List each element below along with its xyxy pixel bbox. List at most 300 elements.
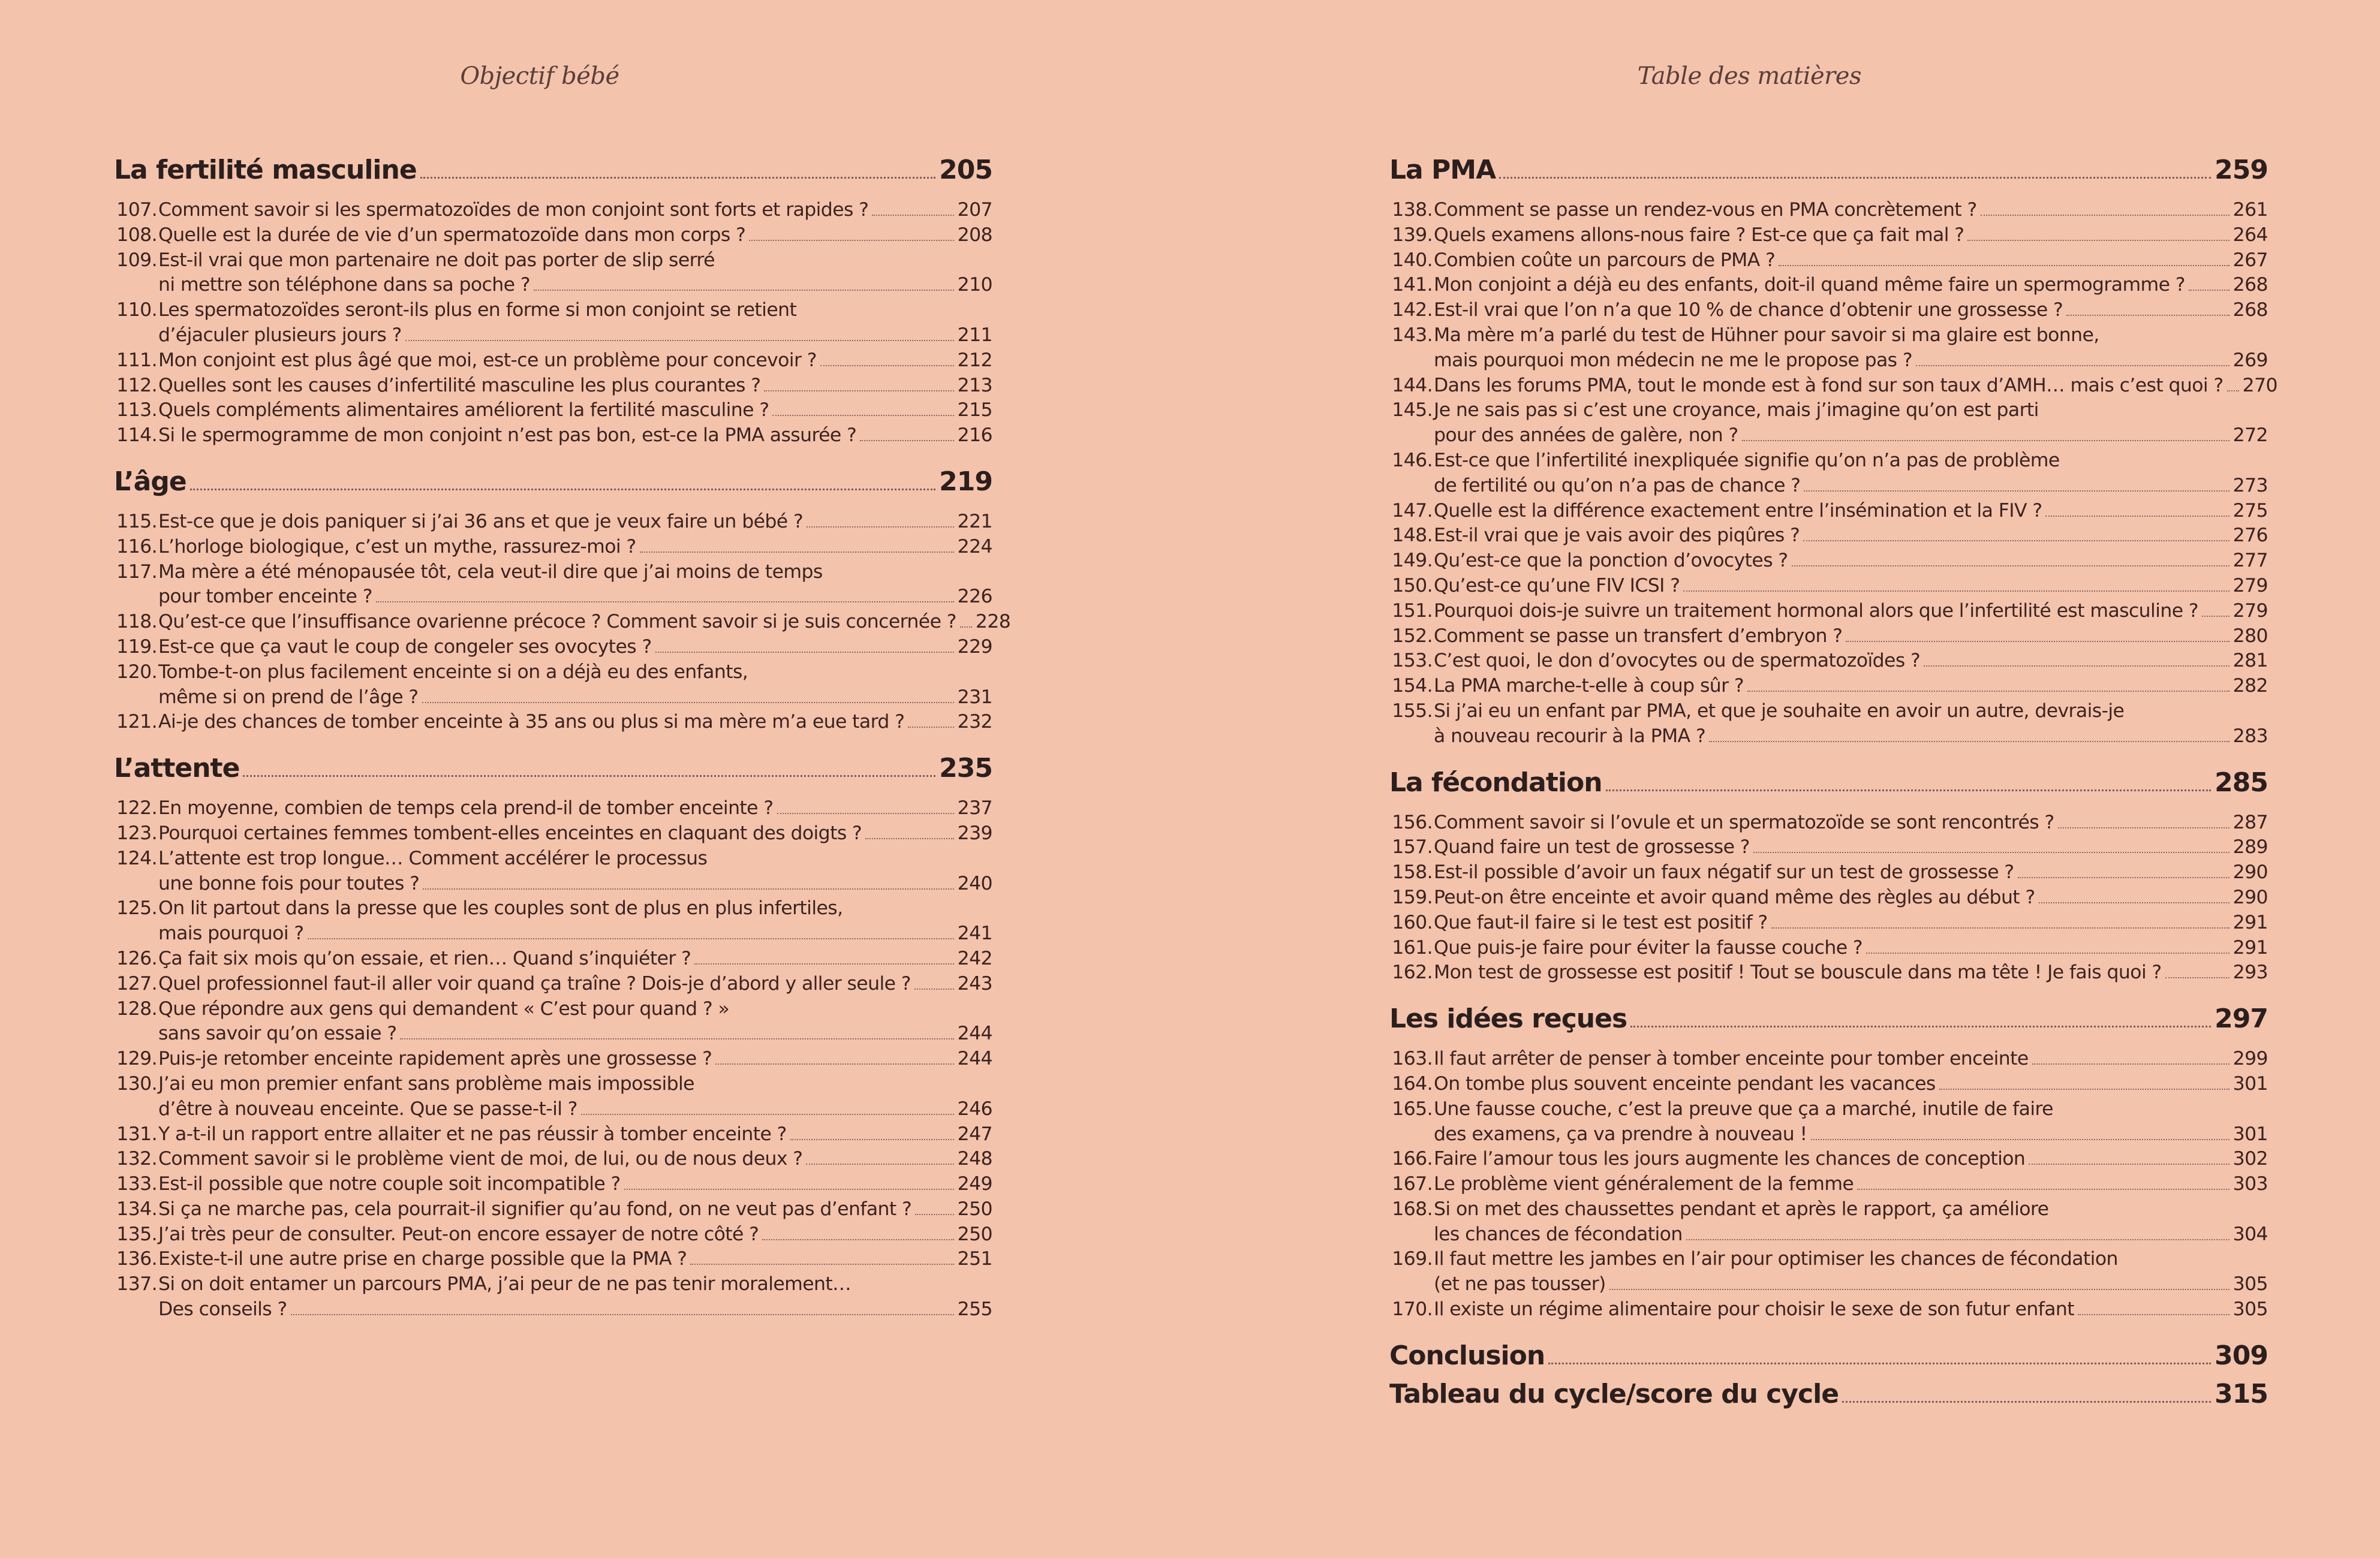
entry-body xyxy=(158,1147,992,1172)
section-heading[interactable] xyxy=(114,753,992,789)
running-head: Objectif bébé xyxy=(460,62,619,90)
toc-entry[interactable] xyxy=(114,997,992,1047)
entry-line xyxy=(158,1247,992,1272)
entry-line xyxy=(158,947,992,972)
entry-body xyxy=(1434,373,2277,399)
dot-leader xyxy=(1846,641,2229,642)
entry-number: 113. xyxy=(116,399,157,421)
toc-entry[interactable] xyxy=(114,660,992,710)
entry-text: Pourquoi certaines femmes tombent-elles enceintes en claquant des doigts ? xyxy=(158,822,862,844)
toc-entry[interactable] xyxy=(114,796,992,821)
dot-leader xyxy=(1609,1289,2229,1290)
entry-text: Si ça ne marche pas, cela pourrait-il signifier qu’au fond, on ne veut pas d’enfant ? xyxy=(158,1198,912,1220)
toc-entry[interactable] xyxy=(1389,198,2268,223)
entry-page-number: 207 xyxy=(957,199,992,221)
entry-line xyxy=(1434,885,2268,911)
dot-leader xyxy=(772,415,953,416)
entry-text: J’ai eu mon premier enfant sans problème mais impossible xyxy=(158,1072,694,1095)
entry-body xyxy=(158,610,1010,635)
entry-number: 140. xyxy=(1392,249,1433,271)
entry-number: 158. xyxy=(1392,861,1433,884)
entry-page-number: 299 xyxy=(2232,1048,2268,1070)
dot-leader xyxy=(400,1038,953,1039)
entry-list xyxy=(1389,198,2277,749)
toc-entry[interactable] xyxy=(114,1272,992,1322)
closing-title: Tableau du cycle/score du cycle xyxy=(1389,1378,1839,1409)
entry-page-number: 244 xyxy=(957,1023,992,1045)
toc-entry[interactable] xyxy=(114,896,992,947)
entry-page-number: 221 xyxy=(957,510,992,532)
closing-heading[interactable] xyxy=(1389,1379,2268,1415)
entry-number: 134. xyxy=(116,1198,157,1220)
section-title: La fécondation xyxy=(1389,767,1602,798)
dot-leader xyxy=(1683,590,2229,592)
entry-body xyxy=(158,846,992,897)
section-heading[interactable] xyxy=(1389,767,2268,803)
toc-entry[interactable] xyxy=(1389,1247,2268,1297)
entry-line xyxy=(1434,398,2268,423)
section-heading[interactable] xyxy=(1389,1003,2268,1039)
entry-number: 139. xyxy=(1392,224,1433,246)
toc-entry[interactable] xyxy=(1389,523,2268,549)
dot-leader xyxy=(1981,215,2229,216)
entry-number: 146. xyxy=(1392,449,1433,471)
entry-number: 114. xyxy=(116,424,157,447)
toc-entry[interactable] xyxy=(114,821,992,846)
entry-text: Mon conjoint a déjà eu des enfants, doit-il quand même faire un spermogramme ? xyxy=(1434,274,2185,296)
entry-text: sans savoir qu’on essaie ? xyxy=(158,1023,397,1045)
dot-leader xyxy=(762,1239,953,1240)
dot-leader xyxy=(405,340,954,341)
entry-body xyxy=(158,821,992,846)
toc-entry[interactable] xyxy=(114,560,992,610)
entry-text: Est-ce que l’infertilité inexpliquée signifie qu’on n’a pas de problème xyxy=(1434,449,2060,471)
dot-leader xyxy=(860,440,953,441)
toc-column xyxy=(1389,155,2277,1417)
dot-leader xyxy=(1792,565,2229,566)
entry-page-number: 290 xyxy=(2232,886,2268,908)
entry-body xyxy=(158,1122,992,1147)
entry-line xyxy=(1434,1097,2268,1122)
entry-number: 145. xyxy=(1392,399,1433,421)
entry-page-number: 272 xyxy=(2232,424,2268,447)
entry-line xyxy=(158,896,992,921)
dot-leader xyxy=(581,1114,954,1115)
toc-entry[interactable] xyxy=(114,348,992,373)
toc-entry[interactable] xyxy=(1389,298,2268,323)
toc-entry[interactable] xyxy=(114,1047,992,1072)
dot-leader xyxy=(2058,827,2229,828)
entry-body xyxy=(1434,398,2268,448)
toc-entry[interactable] xyxy=(114,610,1011,635)
toc-entry[interactable] xyxy=(1389,273,2268,298)
toc-section xyxy=(114,753,992,1322)
entry-line xyxy=(158,584,992,610)
running-head: Table des matières xyxy=(1637,62,1861,90)
closing-heading[interactable] xyxy=(1389,1340,2268,1376)
dot-leader xyxy=(2202,616,2229,617)
entry-text: Ma mère a été ménopausée tôt, cela veut-il dire que j’ai moins de temps xyxy=(158,560,823,583)
entry-line xyxy=(158,223,992,248)
section-page-number: 219 xyxy=(939,466,992,497)
entry-number: 116. xyxy=(116,535,157,557)
toc-entry[interactable] xyxy=(1389,398,2268,448)
toc-entry[interactable] xyxy=(1389,549,2268,574)
dot-leader xyxy=(2032,1063,2229,1065)
toc-entry[interactable] xyxy=(114,423,992,448)
entry-number: 166. xyxy=(1392,1148,1433,1170)
section-heading[interactable] xyxy=(114,466,992,502)
toc-entry[interactable] xyxy=(1389,599,2268,624)
toc-entry[interactable] xyxy=(1389,835,2268,860)
entry-body xyxy=(1434,273,2268,298)
entry-page-number: 246 xyxy=(957,1098,992,1120)
entry-page-number: 279 xyxy=(2232,574,2268,596)
toc-entry[interactable] xyxy=(1389,810,2268,836)
entry-list xyxy=(114,796,992,1322)
dot-leader xyxy=(2078,1314,2229,1315)
toc-entry[interactable] xyxy=(114,398,992,423)
entry-page-number: 247 xyxy=(957,1123,992,1145)
toc-entry[interactable] xyxy=(114,972,992,997)
entry-line xyxy=(158,1197,992,1222)
entry-text: Est-il possible que notre couple soit incompatible ? xyxy=(158,1173,621,1195)
entry-body xyxy=(1434,674,2268,699)
toc-entry[interactable] xyxy=(114,510,992,535)
section-page-number: 259 xyxy=(2214,155,2268,185)
entry-page-number: 267 xyxy=(2232,249,2268,271)
entry-body xyxy=(1434,248,2268,273)
entry-line xyxy=(1434,1122,2268,1147)
entry-number: 115. xyxy=(116,510,157,532)
entry-page-number: 279 xyxy=(2232,599,2268,622)
entry-line xyxy=(1434,1047,2268,1072)
entry-line xyxy=(158,1097,992,1122)
entry-number: 119. xyxy=(116,635,157,658)
toc-entry[interactable] xyxy=(114,373,992,399)
entry-page-number: 212 xyxy=(957,349,992,371)
entry-line xyxy=(158,821,992,846)
toc-entry[interactable] xyxy=(114,248,992,299)
entry-body xyxy=(1434,549,2268,574)
toc-entry[interactable] xyxy=(1389,223,2268,248)
toc-entry[interactable] xyxy=(1389,649,2268,674)
toc-entry[interactable] xyxy=(1389,674,2268,699)
entry-text: Si on met des chaussettes pendant et après le rapport, ça améliore xyxy=(1434,1198,2049,1220)
entry-text: Comment savoir si l’ovule et un spermatozoïde se sont rencontrés ? xyxy=(1434,811,2054,833)
entry-line xyxy=(158,1122,992,1147)
entry-number: 129. xyxy=(116,1048,157,1070)
entry-text: Combien coûte un parcours de PMA ? xyxy=(1434,249,1776,271)
toc-entry[interactable] xyxy=(114,635,992,660)
entry-line xyxy=(158,972,992,997)
entry-number: 111. xyxy=(116,349,157,371)
toc-entry[interactable] xyxy=(1389,373,2277,399)
toc-entry[interactable] xyxy=(114,535,992,560)
section-heading[interactable] xyxy=(114,155,992,191)
dot-leader xyxy=(915,1214,953,1215)
entry-text: à nouveau recourir à la PMA ? xyxy=(1434,725,1706,747)
dot-leader xyxy=(806,1164,953,1165)
entry-number: 137. xyxy=(116,1273,157,1295)
entry-text: C’est quoi, le don d’ovocytes ou de spermatozoïdes ? xyxy=(1434,650,1921,672)
entry-line xyxy=(158,846,992,872)
entry-line xyxy=(1434,523,2268,549)
entry-line xyxy=(158,685,992,710)
toc-column xyxy=(114,155,1011,1340)
section-title: La fertilité masculine xyxy=(114,155,417,185)
dot-leader xyxy=(420,177,935,179)
entry-page-number: 269 xyxy=(2232,349,2268,371)
entry-page-number: 261 xyxy=(2232,199,2268,221)
toc-entry[interactable] xyxy=(1389,699,2268,749)
entry-text: Quelles sont les causes d’infertilité masculine les plus courantes ? xyxy=(158,374,761,396)
toc-entry[interactable] xyxy=(114,298,992,348)
entry-page-number: 243 xyxy=(957,972,992,995)
toc-entry[interactable] xyxy=(1389,323,2268,373)
entry-number: 153. xyxy=(1392,650,1433,672)
entry-number: 152. xyxy=(1392,625,1433,647)
dot-leader xyxy=(690,1264,953,1265)
toc-entry[interactable] xyxy=(1389,574,2268,599)
entry-number: 150. xyxy=(1392,574,1433,596)
section-heading[interactable] xyxy=(1389,155,2268,191)
entry-number: 120. xyxy=(116,661,157,683)
entry-text: Que faut-il faire si le test est positif ? xyxy=(1434,911,1768,933)
entry-page-number: 291 xyxy=(2232,936,2268,959)
entry-page-number: 250 xyxy=(957,1223,992,1245)
entry-number: 122. xyxy=(116,797,157,819)
entry-number: 143. xyxy=(1392,324,1433,346)
entry-body xyxy=(1434,624,2268,649)
entry-body xyxy=(158,710,992,735)
entry-line xyxy=(158,535,992,560)
dot-leader xyxy=(2066,315,2229,316)
entry-line xyxy=(158,323,992,348)
entry-number: 154. xyxy=(1392,675,1433,697)
entry-page-number: 208 xyxy=(957,224,992,246)
entry-number: 170. xyxy=(1392,1298,1433,1321)
toc-entry[interactable] xyxy=(114,1072,992,1122)
entry-body xyxy=(158,997,992,1047)
toc-entry[interactable] xyxy=(114,846,992,897)
entry-line xyxy=(158,510,992,535)
toc-entry[interactable] xyxy=(1389,885,2268,911)
entry-line xyxy=(1434,699,2268,724)
entry-number: 164. xyxy=(1392,1072,1433,1095)
dot-leader xyxy=(960,626,972,628)
entry-page-number: 289 xyxy=(2232,836,2268,858)
toc-entry[interactable] xyxy=(1389,1172,2268,1197)
toc-section xyxy=(1389,767,2268,986)
entry-text: Je ne sais pas si c’est une croyance, mais j’imagine qu’on est parti xyxy=(1434,399,2039,421)
toc-entry[interactable] xyxy=(1389,448,2268,499)
dot-leader xyxy=(640,552,954,553)
toc-section xyxy=(114,466,1011,735)
entry-text: Mon conjoint est plus âgé que moi, est-ce un problème pour concevoir ? xyxy=(158,349,817,371)
toc-entry[interactable] xyxy=(114,1247,992,1272)
entry-page-number: 280 xyxy=(2232,625,2268,647)
entry-text: Qu’est-ce qu’une FIV ICSI ? xyxy=(1434,574,1680,596)
entry-line xyxy=(158,796,992,821)
entry-text: Comment se passe un transfert d’embryon ? xyxy=(1434,625,1843,647)
entry-body xyxy=(1434,223,2268,248)
entry-text: En moyenne, combien de temps cela prend-il de tomber enceinte ? xyxy=(158,797,774,819)
entry-number: 142. xyxy=(1392,299,1433,321)
entry-number: 156. xyxy=(1392,811,1433,833)
toc-entry[interactable] xyxy=(114,198,992,223)
entry-body xyxy=(158,373,992,399)
entry-text: Qu’est-ce que la ponction d’ovocytes ? xyxy=(1434,550,1788,572)
entry-body xyxy=(1434,1247,2268,1297)
entry-body xyxy=(1434,860,2268,885)
entry-body xyxy=(1434,699,2268,749)
entry-text: Une fausse couche, c’est la preuve que ça a marché, inutile de faire xyxy=(1434,1098,2053,1120)
entry-page-number: 229 xyxy=(957,635,992,658)
entry-text: Il faut mettre les jambes en l’air pour optimiser les chances de fécondation xyxy=(1434,1248,2118,1270)
dot-leader xyxy=(820,365,954,366)
toc-entry[interactable] xyxy=(1389,248,2268,273)
entry-number: 144. xyxy=(1392,374,1433,396)
entry-text: d’être à nouveau enceinte. Que se passe-t-il ? xyxy=(158,1098,577,1120)
dot-leader xyxy=(865,838,954,839)
toc-entry[interactable] xyxy=(1389,860,2268,885)
dot-leader xyxy=(1842,1401,2211,1403)
dot-leader xyxy=(1939,1089,2229,1090)
entry-text: Comment se passe un rendez-vous en PMA concrètement ? xyxy=(1434,199,1977,221)
entry-line xyxy=(1434,599,2268,624)
toc-entry[interactable] xyxy=(1389,960,2268,986)
entry-text: Qu’est-ce que l’insuffisance ovarienne précoce ? Comment savoir si je suis concernée ? xyxy=(158,611,956,633)
entry-line xyxy=(1434,499,2268,524)
entry-line xyxy=(1434,1147,2268,1172)
entry-number: 169. xyxy=(1392,1248,1433,1270)
entry-line xyxy=(1434,198,2268,223)
entry-page-number: 281 xyxy=(2232,650,2268,672)
dot-leader xyxy=(2045,516,2229,517)
entry-page-number: 305 xyxy=(2232,1273,2268,1295)
dot-leader xyxy=(1630,1026,2211,1027)
dot-leader xyxy=(2039,902,2229,903)
section-page-number: 205 xyxy=(939,155,992,185)
entry-text: Si le spermogramme de mon conjoint n’est pas bon, est-ce la PMA assurée ? xyxy=(158,424,857,447)
dot-leader xyxy=(376,601,954,602)
entry-number: 124. xyxy=(116,847,157,869)
toc-entry[interactable] xyxy=(1389,624,2268,649)
entry-text: Mon test de grossesse est positif ! Tout se bouscule dans ma tête ! Je fais quoi ? xyxy=(1434,962,2162,984)
dot-leader xyxy=(1686,1239,2229,1240)
toc-entry[interactable] xyxy=(114,1147,992,1172)
toc-entry[interactable] xyxy=(1389,1072,2268,1097)
toc-entry[interactable] xyxy=(1389,1097,2268,1147)
entry-line xyxy=(158,1072,992,1097)
entry-page-number: 240 xyxy=(957,872,992,894)
section-title: Les idées reçues xyxy=(1389,1003,1627,1035)
entry-text: une bonne fois pour toutes ? xyxy=(158,872,420,894)
entry-page-number: 282 xyxy=(2232,675,2268,697)
entry-line xyxy=(1434,1297,2268,1322)
entry-body xyxy=(1434,1147,2268,1172)
entry-page-number: 264 xyxy=(2232,224,2268,246)
toc-entry[interactable] xyxy=(114,710,992,735)
toc-entry[interactable] xyxy=(114,1197,992,1222)
entry-number: 163. xyxy=(1392,1048,1433,1070)
entry-body xyxy=(1434,835,2268,860)
entry-line xyxy=(158,1021,992,1047)
entry-text: Faire l’amour tous les jours augmente les chances de conception xyxy=(1434,1148,2026,1170)
entry-text: Est-il vrai que l’on n’a que 10 % de chance d’obtenir une grossesse ? xyxy=(1434,299,2063,321)
entry-text: Comment savoir si les spermatozoïdes de mon conjoint sont forts et rapides ? xyxy=(158,199,869,221)
entry-number: 149. xyxy=(1392,550,1433,572)
entry-list xyxy=(1389,1047,2268,1322)
toc-entry[interactable] xyxy=(114,1172,992,1197)
entry-text: Quelle est la différence exactement entre l’insémination et la FIV ? xyxy=(1434,499,2042,522)
entry-text: Quelle est la durée de vie d’un spermatozoïde dans mon corps ? xyxy=(158,224,746,246)
toc-entry[interactable] xyxy=(114,1122,992,1147)
entry-page-number: 237 xyxy=(957,797,992,819)
toc-entry[interactable] xyxy=(114,947,992,972)
dot-leader xyxy=(1866,953,2229,954)
toc-entry[interactable] xyxy=(1389,1047,2268,1072)
entry-text: Il existe un régime alimentaire pour choisir le sexe de son futur enfant xyxy=(1434,1298,2075,1321)
entry-line xyxy=(1434,911,2268,936)
toc-entry[interactable] xyxy=(114,1222,992,1247)
dot-leader xyxy=(2029,1164,2229,1165)
entry-text: L’attente est trop longue… Comment accélérer le processus xyxy=(158,847,708,869)
entry-number: 109. xyxy=(116,249,157,271)
entry-page-number: 270 xyxy=(2242,374,2277,396)
entry-page-number: 301 xyxy=(2232,1072,2268,1095)
right-page xyxy=(1190,0,2379,1558)
toc-entry[interactable] xyxy=(1389,499,2268,524)
dot-leader xyxy=(872,215,953,216)
toc-entry[interactable] xyxy=(1389,936,2268,961)
entry-text: On lit partout dans la presse que les couples sont de plus en plus infertiles, xyxy=(158,897,843,920)
entry-line xyxy=(1434,549,2268,574)
entry-page-number: 303 xyxy=(2232,1173,2268,1195)
toc-entry[interactable] xyxy=(1389,1147,2268,1172)
toc-entry[interactable] xyxy=(1389,911,2268,936)
entry-number: 123. xyxy=(116,822,157,844)
entry-text: Est-il vrai que mon partenaire ne doit pas porter de slip serré xyxy=(158,249,715,271)
entry-number: 159. xyxy=(1392,886,1433,908)
entry-page-number: 213 xyxy=(957,374,992,396)
entry-text: Il faut arrêter de penser à tomber enceinte pour tomber enceinte xyxy=(1434,1048,2029,1070)
section-title: L’attente xyxy=(114,753,240,784)
entry-number: 128. xyxy=(116,998,157,1020)
dot-leader xyxy=(190,489,935,490)
dot-leader xyxy=(624,1189,954,1190)
entry-line xyxy=(158,1047,992,1072)
dot-leader xyxy=(1857,1189,2229,1190)
toc-entry[interactable] xyxy=(114,223,992,248)
entry-number: 110. xyxy=(116,299,157,321)
entry-body xyxy=(1434,448,2268,499)
entry-body xyxy=(1434,885,2268,911)
toc-entry[interactable] xyxy=(1389,1297,2268,1322)
entry-text: Les spermatozoïdes seront-ils plus en forme si mon conjoint se retient xyxy=(158,299,797,321)
entry-line xyxy=(158,1272,992,1297)
entry-page-number: 305 xyxy=(2232,1298,2268,1321)
entry-number: 127. xyxy=(116,972,157,995)
dot-leader xyxy=(1916,365,2229,366)
entry-body xyxy=(158,1072,992,1122)
entry-number: 151. xyxy=(1392,599,1433,622)
toc-entry[interactable] xyxy=(1389,1197,2268,1247)
entry-list xyxy=(114,198,992,448)
dot-leader xyxy=(1779,265,2229,266)
entry-line xyxy=(1434,423,2268,448)
